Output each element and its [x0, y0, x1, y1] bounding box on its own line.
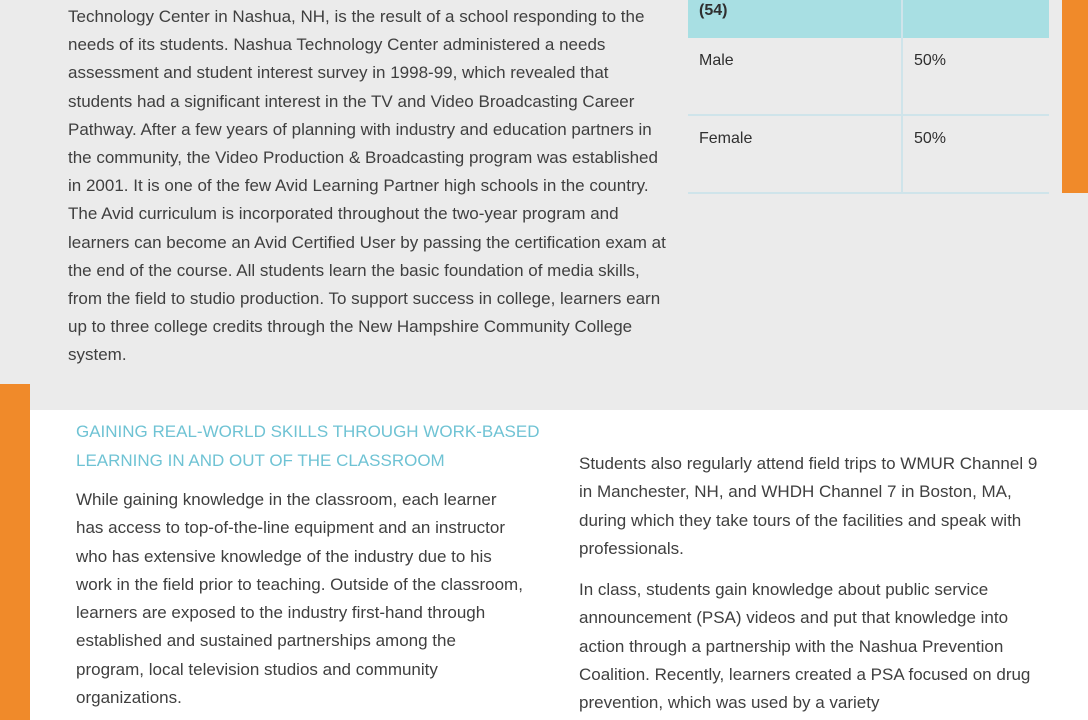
left-paragraph: While gaining knowledge in the classroom, each learner has access to top-of-the-line equipment and an instructor who has extensive knowledge of the industry due to his work in the field prior to teaching. Outside of the classroom, learners are exposed to the industry first-hand through established and sustained partnerships among the program, local television studios and community organizations. [76, 490, 523, 708]
section-heading: GAINING REAL-WORLD SKILLS THROUGH WORK-BASED LEARNING IN AND OUT OF THE CLASSROOM [76, 422, 540, 470]
table-row [688, 115, 1049, 193]
table-row-value: 50% [902, 115, 1049, 193]
orange-accent-bar-left [0, 384, 30, 720]
orange-accent-bar-right [1062, 0, 1088, 193]
table-header-cell: (54) [688, 0, 902, 38]
table-header-empty-cell [902, 0, 1049, 38]
table-row [688, 38, 1049, 115]
table-row-label: Female [688, 115, 902, 193]
right-paragraph-2: In class, students gain knowledge about public service announcement (PSA) videos and put that knowledge into action through a partnership with the Nashua Prevention Coalition. Recently, learners created a PSA focused on drug prevention, which was used by a variety [579, 580, 1031, 713]
demographics-table [688, 0, 1049, 194]
table-row-value: 50% [902, 38, 1049, 115]
right-paragraph-1: Students also regularly attend field trips to WMUR Channel 9 in Manchester, NH, and WHDH Channel 7 in Boston, MA, during which they take tours of the facilities and speak with professionals. [579, 454, 1038, 558]
intro-paragraph: Technology Center in Nashua, NH, is the result of a school responding to the needs of its students. Nashua Technology Center administered a needs assessment and student interest survey in 1998-99, which revealed that students had a significant interest in the TV and Video Broadcasting Career Pathway. After a few years of planning with industry and education partners in the community, the Video Production & Broadcasting program was established in 2001. It is one of the few Avid Learning Partner high schools in the country. The Avid curriculum is incorporated throughout the two-year program and learners can become an Avid Certified User by passing the certification exam at the end of the course. All students learn the basic foundation of media skills, from the field to studio production. To support success in college, learners earn up to three college credits through the New Hampshire Community College system. [68, 7, 666, 365]
table-header-row [688, 0, 1049, 38]
table-row-label: Male [688, 38, 902, 115]
